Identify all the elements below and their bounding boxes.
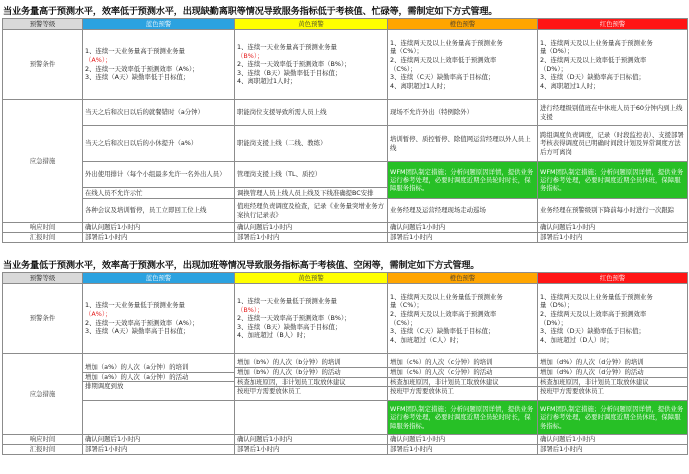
red-wfm-measure: WFM团队制定措施；分析问题原因详情，提供业务运行参考处理，必要时调度近期全员休班，保障服务指标。 bbox=[538, 401, 688, 435]
condition-line: （D%）； bbox=[540, 64, 567, 73]
condition-line: 4、加班超过（C人）时； bbox=[390, 335, 463, 344]
conditions-label: 预警条件 bbox=[3, 30, 83, 100]
condition-line: 量（C%）； bbox=[390, 301, 423, 310]
condition-line: 3、连续（C天）缺勤率低于目标值； bbox=[390, 327, 495, 336]
report-row bbox=[3, 445, 688, 455]
section-2-table bbox=[2, 272, 688, 455]
red-measure: 跨组调度负责调度，记录（时段监控表）、支援部署考核表得调度员已明确时间段计划及异常调度方法后方可离岗 bbox=[538, 126, 688, 162]
header-row bbox=[3, 273, 688, 284]
blue-conditions bbox=[83, 284, 235, 354]
red-report: 部署后1小时内 bbox=[538, 445, 688, 455]
red-measures bbox=[538, 354, 688, 401]
condition-line: 2、连续一天效率低于预测效率（B%）； bbox=[237, 60, 351, 69]
measure-row bbox=[3, 199, 688, 223]
yellow-report: 部署后1小时内 bbox=[235, 445, 388, 455]
yellow-measure-empty bbox=[235, 401, 388, 435]
condition-line: 1、连续两天及以上业务量高于预测业务 bbox=[390, 38, 503, 47]
blue-measure: 各种会议及培训暂停，员工立即回工位上线 bbox=[83, 199, 235, 223]
condition-line: 4、离职超过1人时； bbox=[390, 81, 450, 90]
orange-measure: 现场不允许外出（特例除外） bbox=[388, 100, 538, 126]
orange-measure: 培训暂停、质控暂停、除值网运营经理以外人员上线 bbox=[388, 126, 538, 162]
red-measure: 业务经理在预警级别下降前每小时进行一次跟踪 bbox=[538, 199, 688, 223]
condition-line: 4、加班超过（D人）时； bbox=[540, 335, 613, 344]
blue-response: 确认问题后1小时内 bbox=[83, 223, 235, 233]
blue-conditions bbox=[83, 30, 235, 100]
measure-line: 增加（b%）的人次（b分钟）的活动 bbox=[235, 367, 387, 377]
condition-line: （C%）； bbox=[390, 318, 417, 327]
orange-report: 部署后1小时内 bbox=[388, 445, 538, 455]
condition-line: 4、加班超过（B人）时； bbox=[237, 331, 310, 340]
measure-line: 增加（a%）的人次（a分钟）的培训 bbox=[85, 363, 189, 372]
blue-measures bbox=[83, 354, 235, 401]
condition-line: （D%）； bbox=[540, 318, 567, 327]
condition-line: 3、连续（B天）缺勤率低于目标值； bbox=[237, 68, 342, 77]
report-label: 汇报时间 bbox=[3, 233, 83, 243]
condition-line: 1、连续一天业务量低于预测业务量 bbox=[85, 301, 185, 310]
condition-line: 3、连续（A天）缺勤率高于目标值； bbox=[85, 327, 190, 336]
measure-row bbox=[3, 401, 688, 435]
condition-line: 量（D%）； bbox=[540, 47, 574, 56]
blue-measure: 在线人员不允许示忙 bbox=[83, 188, 235, 199]
response-row bbox=[3, 435, 688, 445]
measure-row bbox=[3, 162, 688, 188]
orange-wfm-measure: WFM团队制定措施；分析问题原因详情，提供业务运行参考处理，必要时调度近期全员轮时时长，保障服务指标。 bbox=[388, 401, 538, 435]
measure-row bbox=[3, 126, 688, 162]
red-response: 确认问题后1小时内 bbox=[538, 435, 688, 445]
blue-measure: 外出使用排计（每个小组最多允许一名外出人员） bbox=[83, 162, 235, 188]
condition-line: 3、连续（D天）缺勤率高于目标值； bbox=[540, 73, 645, 82]
condition-line: 1、连续两天及以上业务量高于预测业务 bbox=[540, 38, 653, 47]
measure-line: 增加（a%）的人次（a分钟）的活动 bbox=[83, 372, 234, 382]
level-header: 预警等级 bbox=[3, 273, 83, 284]
measure-line: 增加（b%）的人次（b分钟）的培训 bbox=[237, 358, 341, 367]
condition-line: （A%）； bbox=[85, 309, 112, 318]
measures-label: 应急措施 bbox=[3, 354, 83, 435]
yellow-conditions bbox=[235, 30, 388, 100]
condition-line: （B%）； bbox=[237, 51, 264, 60]
measure-line: 核查加班原因，非计划员工取放休建议 bbox=[538, 377, 687, 387]
condition-line: 2、连续两天及以上效率高于预测效率 bbox=[390, 309, 497, 318]
condition-line: （B%）； bbox=[237, 305, 264, 314]
blue-report: 部署后1小时内 bbox=[83, 233, 235, 243]
orange-measure: 业务经理及运营经理现场走动巡场 bbox=[388, 199, 538, 223]
condition-line: 量（D%）； bbox=[540, 301, 574, 310]
red-warning-header: 红色预警 bbox=[538, 19, 688, 30]
yellow-measure: 职能岗位支援导致所需人员上线 bbox=[235, 100, 388, 126]
condition-line: 1、连续两天及以上业务量低于预测业务 bbox=[390, 292, 503, 301]
measure-row bbox=[3, 354, 688, 401]
condition-line: （C%）； bbox=[390, 64, 417, 73]
response-label: 响应时间 bbox=[3, 435, 83, 445]
section-2-title: 当业务量低于预测水平，效率高于预测水平，出现加班等情况导致服务指标高于考核值、空闲等，需制定如下方式管理。 bbox=[3, 260, 480, 271]
measure-line: 按班甲方需要放休员工 bbox=[235, 386, 387, 396]
conditions-label: 预警条件 bbox=[3, 284, 83, 354]
measure-line: 排期调度到放 bbox=[83, 381, 234, 391]
red-response: 确认问题后1小时内 bbox=[538, 223, 688, 233]
red-measure: 进行经理级别值班在中休班人员于60分钟内到上线支援 bbox=[538, 100, 688, 126]
report-label: 汇报时间 bbox=[3, 445, 83, 455]
red-conditions bbox=[538, 284, 688, 354]
yellow-conditions bbox=[235, 284, 388, 354]
orange-conditions bbox=[388, 284, 538, 354]
condition-line: 2、连续两天及以上效率低于预测效率 bbox=[540, 55, 647, 64]
orange-response: 确认问题后1小时内 bbox=[388, 435, 538, 445]
measure-line: 增加（d%）的人次（d分钟）的活动 bbox=[538, 367, 687, 377]
response-label: 响应时间 bbox=[3, 223, 83, 233]
condition-line: 3、连续（C天）缺勤率高于目标值； bbox=[390, 73, 495, 82]
measure-line: 按班甲方需要放休员工 bbox=[388, 386, 537, 396]
condition-line: 2、连续两天及以上效率低于预测效率 bbox=[390, 55, 497, 64]
orange-report: 部署后1小时内 bbox=[388, 233, 538, 243]
condition-line: 3、连续（A天）缺勤率低于目标值； bbox=[85, 73, 190, 82]
yellow-warning-header: 黄色预警 bbox=[235, 19, 388, 30]
yellow-measure: 管理岗支援上线（TL、质控） bbox=[235, 162, 388, 188]
section-1-table bbox=[2, 18, 688, 243]
yellow-response: 确认问题后1小时内 bbox=[235, 223, 388, 233]
header-row bbox=[3, 19, 688, 30]
red-warning-header: 红色预警 bbox=[538, 273, 688, 284]
condition-line: （A%）； bbox=[85, 55, 112, 64]
measure-line: 核查加班原因，非计划员工取放休建议 bbox=[388, 377, 537, 387]
red-conditions bbox=[538, 30, 688, 100]
measure-row bbox=[3, 100, 688, 126]
measure-line: 核查加班原因，非计划员工取放休建议 bbox=[235, 377, 387, 387]
yellow-measure: 调换管理人员上线人员上线及下线准确提BC安排 bbox=[235, 188, 388, 199]
measure-line: 按班甲方需要放休员工 bbox=[538, 386, 687, 396]
condition-line: 4、离职超过1人时； bbox=[540, 81, 600, 90]
condition-line: 2、连续一天效率低于预测效率（A%）； bbox=[85, 64, 199, 73]
blue-measure: 当天之后和次日以后的小休提升（a%） bbox=[83, 126, 235, 162]
response-row bbox=[3, 223, 688, 233]
orange-warning-header: 橙色预警 bbox=[388, 273, 538, 284]
condition-line: 1、连续一天业务量高于预测业务量 bbox=[237, 43, 337, 52]
condition-line: 1、连续一天业务量高于预测业务量 bbox=[85, 47, 185, 56]
yellow-measure: 职能岗支援上线（二线、教练） bbox=[235, 126, 388, 162]
blue-warning-header: 蓝色预警 bbox=[83, 273, 235, 284]
conditions-row bbox=[3, 284, 688, 354]
orange-response: 确认问题后1小时内 bbox=[388, 223, 538, 233]
condition-line: 3、连续（B天）缺勤率高于目标值； bbox=[237, 322, 342, 331]
yellow-measures bbox=[235, 354, 388, 401]
condition-line: 量（C%）； bbox=[390, 47, 423, 56]
yellow-warning-header: 黄色预警 bbox=[235, 273, 388, 284]
orange-conditions bbox=[388, 30, 538, 100]
condition-line: 2、连续两天及以上效率高于预测效率 bbox=[540, 309, 647, 318]
yellow-measure: 值班经理负责调度及检查，记录《业务量突增业务方案执行记录表》 bbox=[235, 199, 388, 223]
yellow-report: 部署后1小时内 bbox=[235, 233, 388, 243]
blue-response: 确认问题后1小时内 bbox=[83, 435, 235, 445]
measure-line: 增加（c%）的人次（c分钟）的活动 bbox=[388, 367, 537, 377]
section-1-title: 当业务量高于预测水平，效率低于预测水平，出现缺勤离职等情况导致服务指标低于考核值、忙碌等，需制定如下方式管理。 bbox=[3, 6, 498, 17]
blue-report: 部署后1小时内 bbox=[83, 445, 235, 455]
blue-measure-empty bbox=[83, 401, 235, 435]
condition-line: 1、连续一天业务量低于预测业务量 bbox=[237, 297, 337, 306]
condition-line: 3、连续（D天）缺勤率低于目标值； bbox=[540, 327, 645, 336]
orange-measures bbox=[388, 354, 538, 401]
orange-warning-header: 橙色预警 bbox=[388, 19, 538, 30]
measures-label: 应急措施 bbox=[3, 100, 83, 223]
condition-line: 2、连续一天效率高于预测效率（A%）； bbox=[85, 318, 199, 327]
conditions-row bbox=[3, 30, 688, 100]
red-wfm-measure: WFM团队制定措施；分析问题原因详情，提供业务运行参考处理，必要时调度近期全员休班，保障服务指标。 bbox=[538, 162, 688, 199]
blue-warning-header: 蓝色预警 bbox=[83, 19, 235, 30]
measure-line: 增加（c%）的人次（c分钟）的培训 bbox=[390, 358, 493, 367]
yellow-response: 确认问题后1小时内 bbox=[235, 435, 388, 445]
orange-wfm-measure: WFM团队制定措施；分析问题原因详情，提供业务运行参考处理，必要时调度近期全员轮时时长，保障服务指标。 bbox=[388, 162, 538, 199]
blue-measure: 当天之后和次日以后的就餐错时（a分钟） bbox=[83, 100, 235, 126]
condition-line: 4、离职超过1人时； bbox=[237, 77, 297, 86]
condition-line: 2、连续一天效率高于预测效率（B%）； bbox=[237, 314, 351, 323]
measure-line: 增加（d%）的人次（d分钟）的培训 bbox=[540, 358, 644, 367]
condition-line: 1、连续两天及以上业务量低于预测业务 bbox=[540, 292, 653, 301]
level-header: 预警等级 bbox=[3, 19, 83, 30]
red-report: 部署后1小时内 bbox=[538, 233, 688, 243]
report-row bbox=[3, 233, 688, 243]
